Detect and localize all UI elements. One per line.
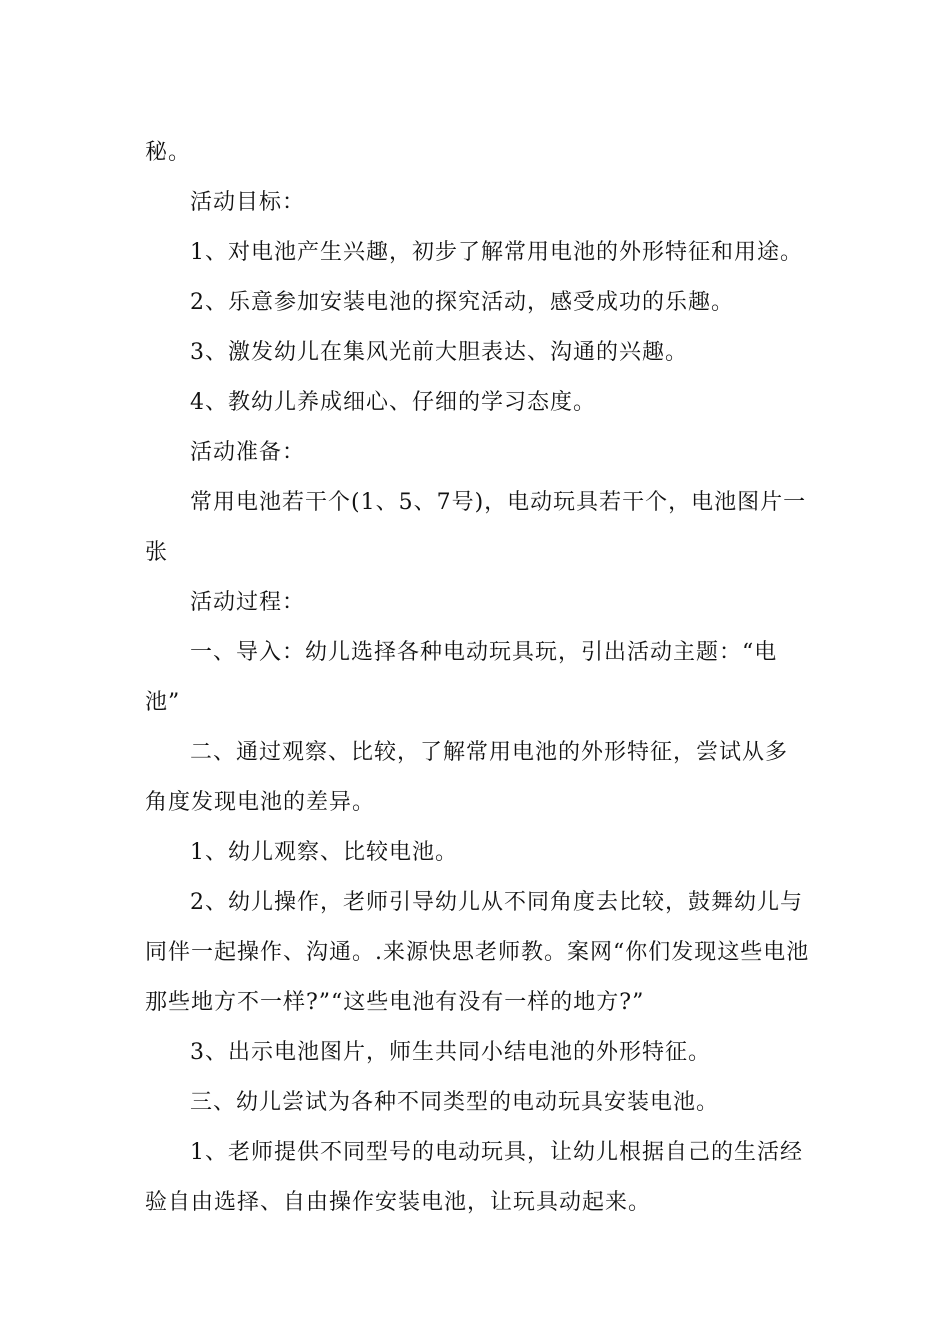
heading-activity-preparation: 活动准备：	[190, 440, 306, 465]
process-step-2-item-1: 1、幼儿观察、比较电池。	[190, 840, 458, 865]
process-step-2-item-3: 3、出示电池图片，师生共同小结电池的外形特征。	[190, 1040, 711, 1065]
preparation-text: 常用电池若干个(1、5、7号)，电动玩具若干个，电池图片一张	[145, 490, 807, 565]
process-step-3: 三、幼儿尝试为各种不同类型的电动玩具安装电池。	[190, 1090, 720, 1115]
process-step-2: 二、通过观察、比较，了解常用电池的外形特征，尝试从多角度发现电池的差异。	[145, 740, 789, 815]
goal-1: 1、对电池产生兴趣，初步了解常用电池的外形特征和用途。	[190, 240, 803, 265]
heading-activity-process: 活动过程：	[190, 590, 306, 615]
document-body	[145, 128, 810, 1228]
paragraph-continuation: 秘。	[145, 140, 192, 165]
heading-activity-goals: 活动目标：	[190, 190, 306, 215]
process-step-1: 一、导入：幼儿选择各种电动玩具玩，引出活动主题：“电池”	[145, 640, 778, 715]
process-step-2-item-2: 2、幼儿操作，老师引导幼儿从不同角度去比较，鼓舞幼儿与同伴一起操作、沟通。.来源快思老师教。案网“你们发现这些电池那些地方不一样?”“这些电池有没有一样的地方?”	[145, 890, 810, 1015]
goal-2: 2、乐意参加安装电池的探究活动，感受成功的乐趣。	[190, 290, 734, 315]
goal-3: 3、激发幼儿在集风光前大胆表达、沟通的兴趣。	[190, 340, 688, 365]
process-step-3-item-1: 1、老师提供不同型号的电动玩具，让幼儿根据自己的生活经验自由选择、自由操作安装电池，让玩具动起来。	[145, 1140, 803, 1215]
goal-4: 4、教幼儿养成细心、仔细的学习态度。	[190, 390, 596, 415]
